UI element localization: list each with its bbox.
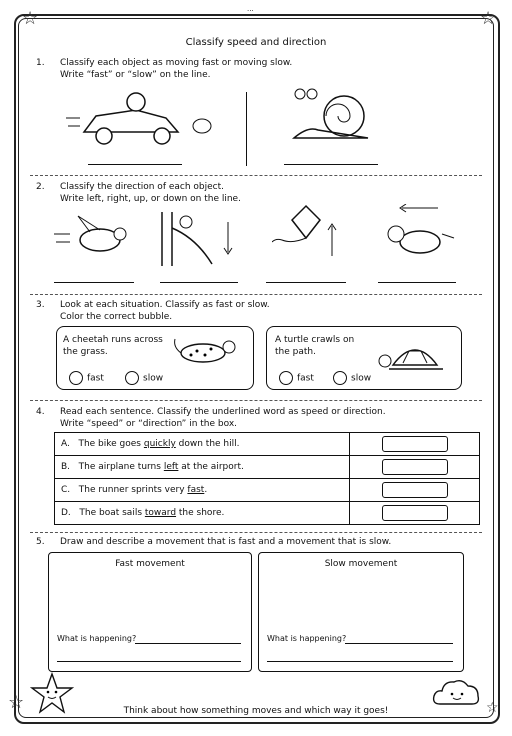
page-title: Classify speed and direction (185, 37, 327, 48)
sentence-cell (55, 479, 350, 502)
answer-cell (350, 433, 480, 456)
q1-answer-line-snail[interactable] (284, 164, 378, 165)
row-text-before: The boat sails (79, 508, 145, 518)
bird-icon (54, 212, 134, 262)
q1-instruction-1: Classify each object as moving fast or moving slow. (60, 58, 293, 68)
q2-answer-line-bird[interactable] (54, 282, 134, 283)
slow-movement-box[interactable] (258, 552, 464, 672)
cheetah-slow-option[interactable] (125, 371, 163, 385)
q4-instruction-1: Read each sentence. Classify the underlined word as speed or direction. (60, 407, 386, 417)
answer-cell (350, 479, 480, 502)
row-text-after: . (204, 485, 208, 495)
section-divider (30, 175, 482, 176)
slow-answer-line[interactable] (345, 643, 453, 644)
classify-table (54, 432, 480, 525)
row-text-before: The airplane turns (78, 462, 164, 472)
q5-instruction: Draw and describe a movement that is fast and a movement that is slow. (60, 537, 392, 547)
q1-answer-line-car[interactable] (88, 164, 182, 165)
slow-answer-line-2[interactable] (267, 661, 453, 662)
answer-box[interactable] (382, 459, 448, 475)
turtle-text-1: A turtle crawls on (275, 335, 355, 345)
table-row (55, 502, 480, 525)
table-row (55, 479, 480, 502)
sentence-cell (55, 433, 350, 456)
footer-tip: Think about how something moves and which way it goes! (123, 706, 389, 716)
fast-movement-box[interactable] (48, 552, 252, 672)
snail-icon (288, 86, 378, 150)
row-text-after: the shore. (176, 508, 225, 518)
option-label: slow (143, 373, 164, 384)
slow-prompt: What is happening? (267, 634, 347, 643)
underlined-word: quickly (143, 439, 176, 449)
dog-icon (380, 204, 460, 268)
sentence-cell (55, 456, 350, 479)
star-icon: ☆ (486, 700, 499, 716)
row-text-after: down the hill. (175, 439, 240, 449)
row-text-after: at the airport. (178, 462, 244, 472)
q1-divider (246, 92, 247, 166)
q3-instruction-2: Color the correct bubble. (60, 312, 173, 322)
section-divider (30, 294, 482, 295)
row-text-before: The runner sprints very (78, 485, 188, 495)
turtle-text-2: the path. (275, 347, 316, 357)
header-mark: ... (247, 5, 254, 13)
q4-instruction-2: Write “speed” or “direction” in the box. (60, 419, 238, 429)
star-icon: ☆ (480, 8, 497, 29)
turtle-icon (377, 335, 453, 379)
fast-movement-title: Fast movement (115, 559, 185, 569)
q2-answer-line-kite[interactable] (266, 282, 346, 283)
turtle-card (266, 326, 462, 390)
cheetah-card (56, 326, 254, 390)
cheetah-text-1: A cheetah runs across (63, 335, 163, 345)
answer-box[interactable] (382, 505, 448, 521)
q1-instruction-2: Write “fast” or “slow” on the line. (60, 70, 211, 80)
row-letter: B. (61, 462, 71, 472)
turtle-slow-option[interactable] (333, 371, 371, 385)
row-letter: D. (61, 508, 71, 518)
cheetah-fast-option[interactable] (69, 371, 104, 385)
slide-icon (156, 208, 246, 270)
race-car-icon (66, 88, 216, 150)
q2-instruction-1: Classify the direction of each object. (60, 182, 225, 192)
q2-answer-line-slide[interactable] (160, 282, 238, 283)
underlined-word: toward (144, 508, 177, 518)
row-letter: A. (61, 439, 70, 449)
table-row (55, 433, 480, 456)
option-label: slow (351, 373, 372, 384)
row-text-before: The bike goes (78, 439, 144, 449)
q5-number: 5. (36, 537, 45, 547)
section-divider (30, 532, 482, 533)
underlined-word: fast (187, 485, 205, 495)
sentence-cell (55, 502, 350, 525)
answer-cell (350, 502, 480, 525)
option-label: fast (297, 373, 314, 384)
table-row (55, 456, 480, 479)
cheetah-icon (171, 333, 243, 373)
star-icon: ☆ (8, 692, 25, 713)
row-letter: C. (61, 485, 71, 495)
bubble[interactable] (333, 371, 347, 385)
bubble[interactable] (69, 371, 83, 385)
smiling-cloud-icon (432, 676, 482, 708)
fast-prompt: What is happening? (57, 634, 137, 643)
star-icon: ☆ (22, 8, 39, 29)
q2-answer-line-dog[interactable] (378, 282, 456, 283)
option-label: fast (87, 373, 104, 384)
answer-box[interactable] (382, 436, 448, 452)
cheetah-text-2: the grass. (63, 347, 108, 357)
q4-number: 4. (36, 407, 45, 417)
bubble[interactable] (279, 371, 293, 385)
underlined-word: left (163, 462, 179, 472)
turtle-fast-option[interactable] (279, 371, 314, 385)
kite-icon (272, 204, 342, 260)
section-divider (30, 400, 482, 401)
slow-movement-title: Slow movement (324, 559, 398, 569)
bubble[interactable] (125, 371, 139, 385)
fast-answer-line[interactable] (135, 643, 241, 644)
q2-instruction-2: Write left, right, up, or down on the line. (60, 194, 241, 204)
q3-number: 3. (36, 300, 45, 310)
answer-cell (350, 456, 480, 479)
fast-answer-line-2[interactable] (57, 661, 241, 662)
q2-number: 2. (36, 182, 45, 192)
answer-box[interactable] (382, 482, 448, 498)
q1-number: 1. (36, 58, 45, 68)
q3-instruction-1: Look at each situation. Classify as fast or slow. (60, 300, 270, 310)
